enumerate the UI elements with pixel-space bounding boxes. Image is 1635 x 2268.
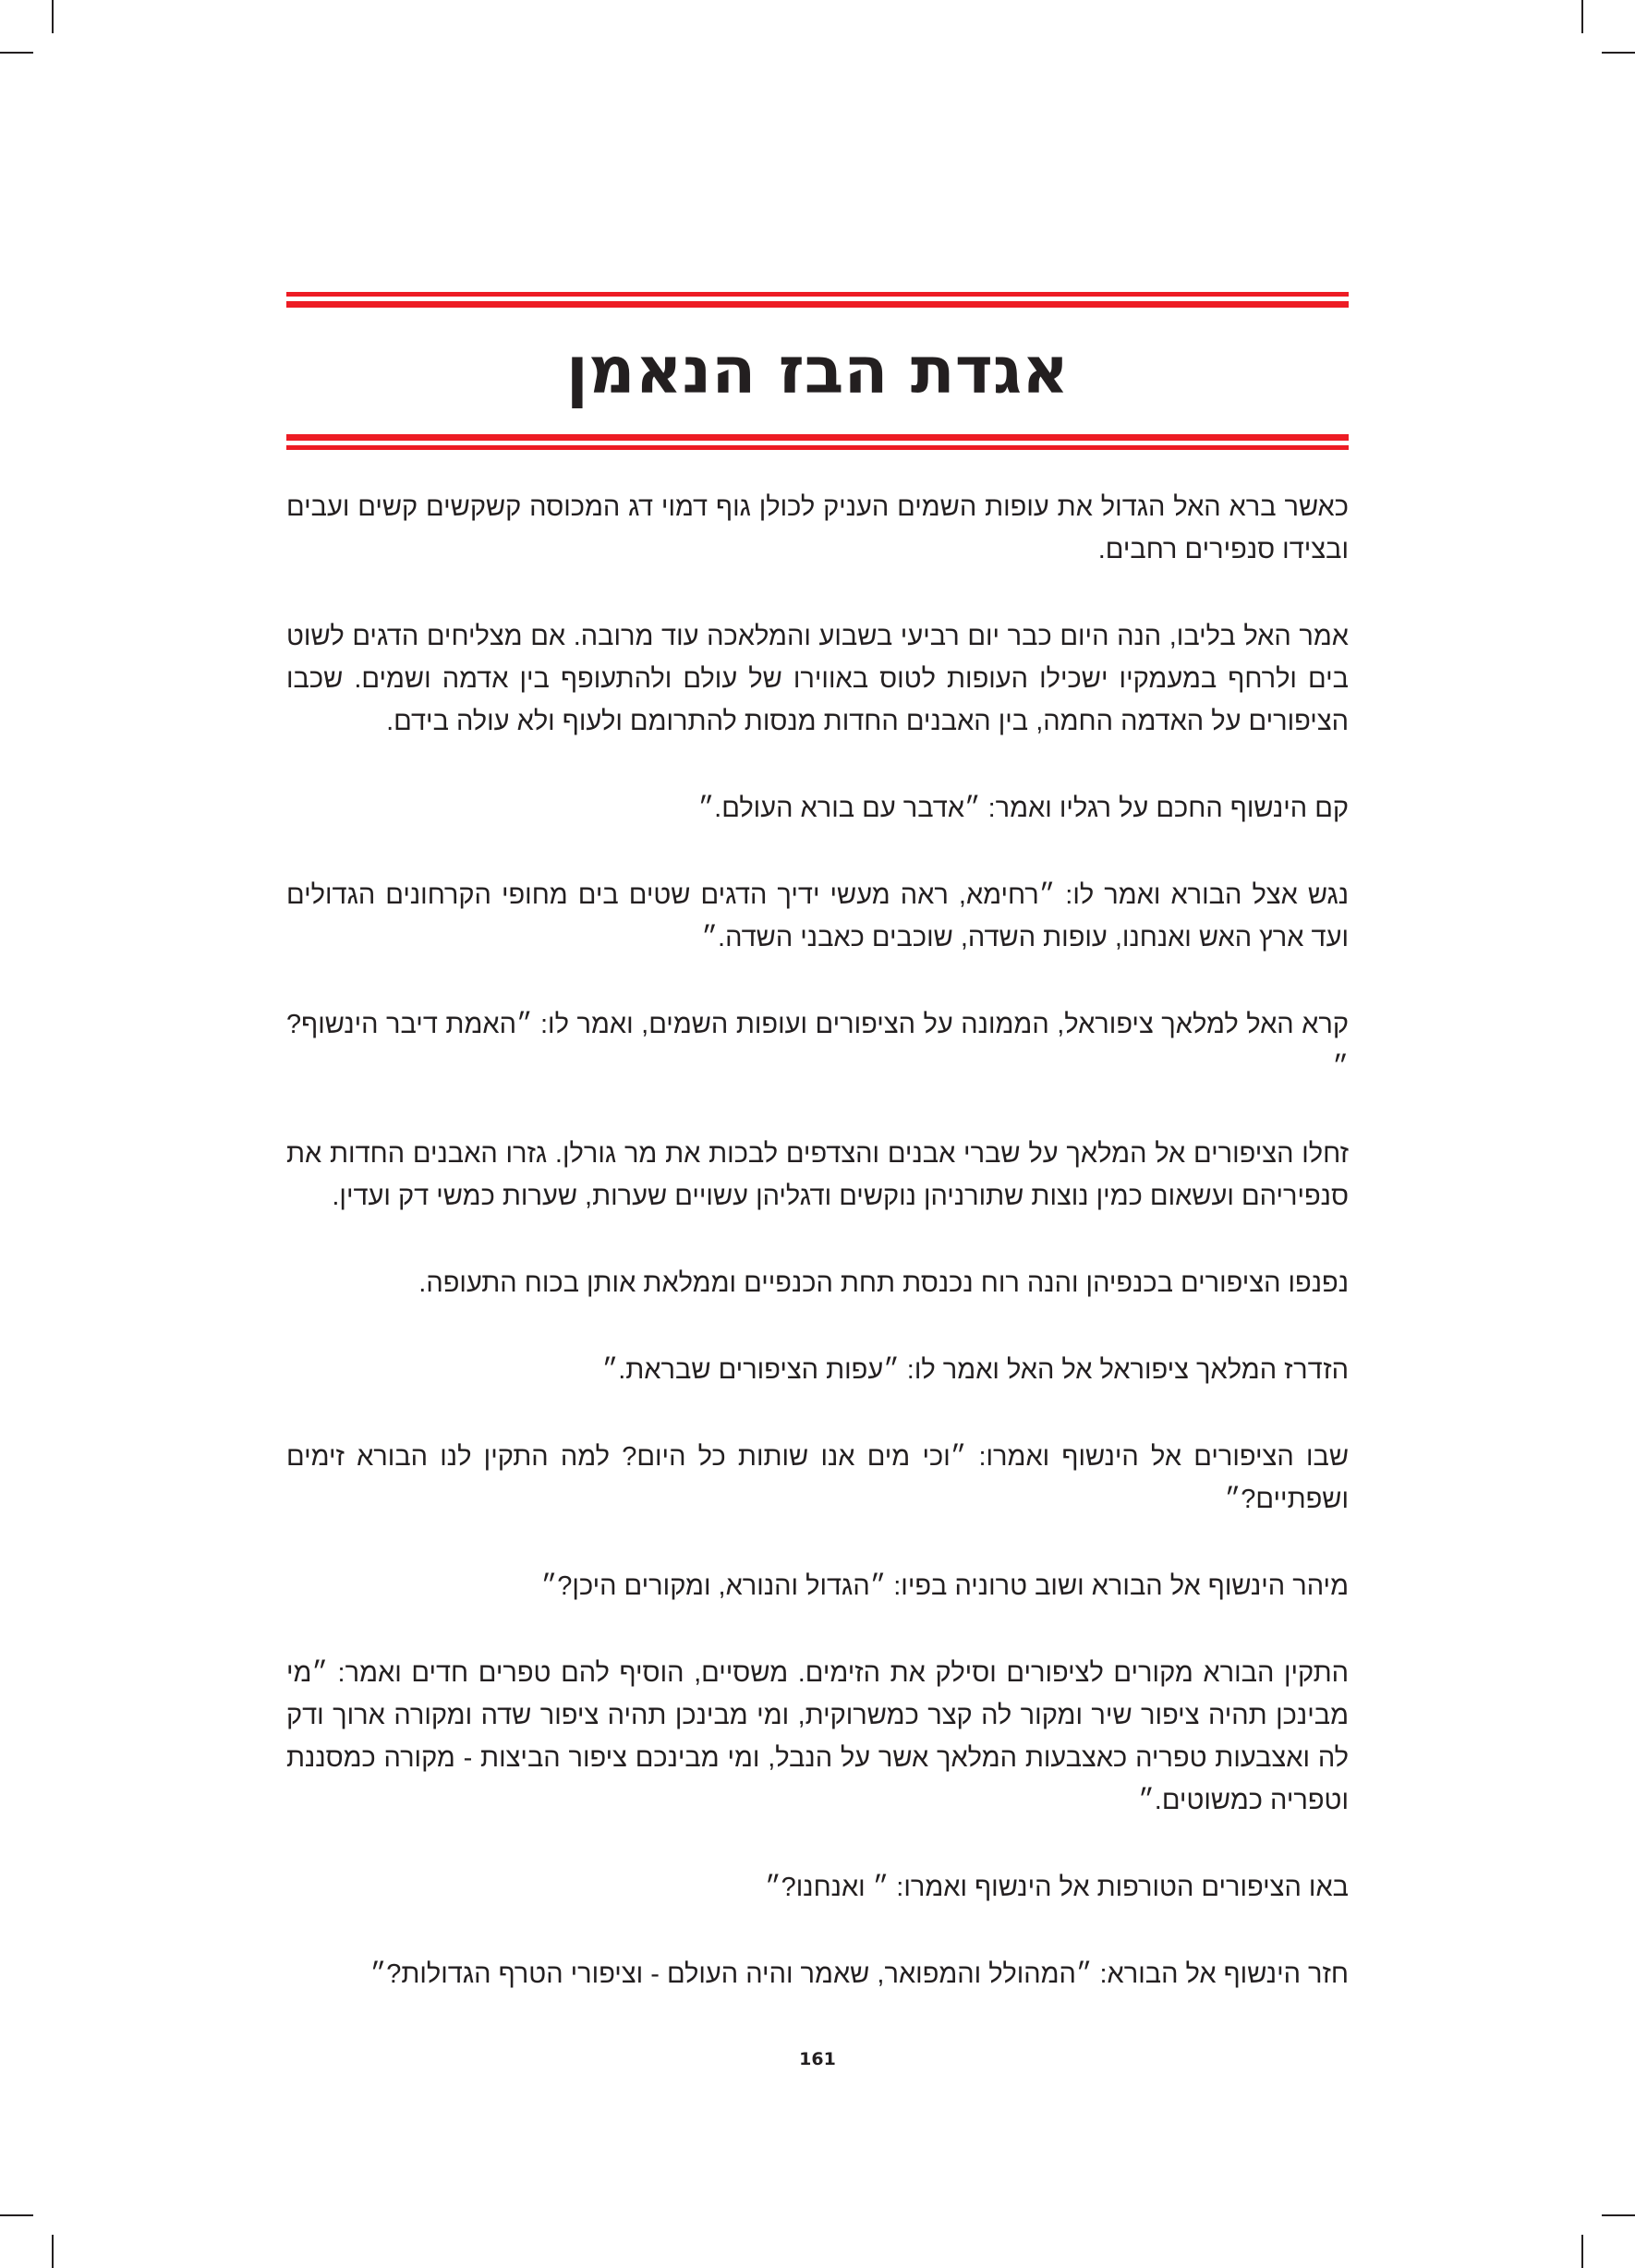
story-body — [286, 486, 1349, 2040]
page-title: אגדת הבז הנאמן — [565, 333, 1070, 408]
paragraph: שבו הציפורים אל הינשוף ואמרו: ״וכי מים אנו שותות כל היום? למה התקין לנו הבורא זימים ושפתיים?״ — [286, 1442, 1349, 1514]
paragraph: באו הציפורים הטורפות אל הינשוף ואמרו: ״ ואנחנו?״ — [765, 1873, 1349, 1902]
crop-mark — [0, 52, 33, 54]
paragraph: נגש אצל הבורא ואמר לו: ״רחימא, ראה מעשי ידיך הדגים שטים בים מחופי הקרחונים הגדולים ועד ארץ האש ואנחנו, עופות השדה, שוכבים כאבני השדה.״ — [286, 880, 1349, 952]
paragraph: מיהר הינשוף אל הבורא ושוב טרוניה בפיו: ״הגדול והנורא, ומקורים היכן?״ — [540, 1571, 1349, 1601]
crop-mark — [52, 2235, 54, 2268]
paragraph: קרא האל למלאך ציפוראל, הממונה על הציפורים ועופות השמים, ואמר לו: ״האמת דיבר הינשוף?״ — [286, 1010, 1349, 1082]
crop-mark — [52, 0, 54, 33]
title-rule-bottom — [286, 434, 1349, 450]
paragraph: כאשר ברא האל הגדול את עופות השמים העניק לכולן גוף דמוי דג המכוסה קשקשים קשים ועבים ובצידו סנפירים רחבים. — [286, 492, 1349, 564]
crop-mark — [1602, 52, 1635, 54]
paragraph: אמר האל בליבו, הנה היום כבר יום רביעי בשבוע והמלאכה עוד מרובה. אם מצליחים הדגים לשוט בים ולרחף במעמקיו ישכילו העופות לטוס באווירו של עולם ולהתעופף בין אדמה ושמים. שכבו הציפורים על האדמה החמה, בין האבנים החדות מנסות להתרומם ולעוף ולא עולה בידם. — [286, 622, 1349, 736]
crop-mark — [1581, 0, 1583, 33]
paragraph: קם הינשוף החכם על רגליו ואמר: ״אדבר עם בורא העולם.״ — [697, 794, 1349, 823]
paragraph: נפנפו הציפורים בכנפיהן והנה רוח נכנסת תחת הכנפיים וממלאת אותן בכוח התעופה. — [418, 1268, 1349, 1298]
title-rule-top — [286, 292, 1349, 308]
page-number: 161 — [799, 2049, 836, 2069]
crop-mark — [0, 2214, 33, 2216]
paragraph: התקין הבורא מקורים לציפורים וסילק את הזימים. משסיים, הוסיף להם טפרים חדים ואמר: ״מי מבינכן תהיה ציפור שיר ומקור לה קצר כמשרוקית, ומי מבינכן תהיה ציפור שדה ומקורה ארוך ודק לה ואצבעות טפריה כאצבעות המלאך אשר על הנבל, ומי מבינכם ציפור הביצות - מקורה כמסננת וטפריה כמשוטים.״ — [286, 1658, 1349, 1815]
crop-mark — [1581, 2235, 1583, 2268]
crop-mark — [1602, 2214, 1635, 2216]
paragraph: הזדרז המלאך ציפוראל אל האל ואמר לו: ״עפות הציפורים שבראת.״ — [601, 1355, 1349, 1385]
title-block — [286, 292, 1349, 450]
paragraph: חזר הינשוף אל הבורא: ״המהולל והמפואר, שאמר והיה העולם - וציפורי הטרף הגדולות?״ — [369, 1959, 1349, 1989]
paragraph: זחלו הציפורים אל המלאך על שברי אבנים והצדפים לבכות את מר גורלן. גזרו האבנים החדות את סנפיריהם ועשאום כמין נוצות שתורניהן נוקשים ודגליהן עשויים שערות, שערות כמשי דק ועדין. — [286, 1139, 1349, 1211]
